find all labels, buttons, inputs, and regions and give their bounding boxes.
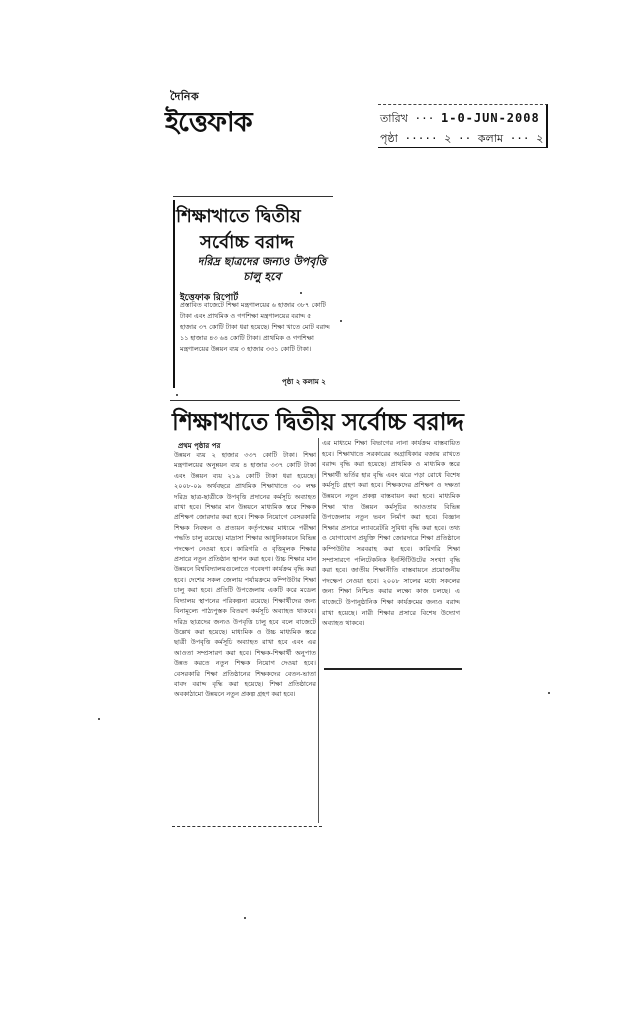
box-article-continued: পৃষ্ঠা ২ কলাম ২ [282, 378, 326, 386]
column-divider [318, 438, 319, 823]
clip-stamp-page-label: পৃষ্ঠা [380, 132, 398, 145]
clip-stamp-column: ২ [536, 132, 544, 145]
column-right-end-rule [324, 668, 462, 670]
scan-speck [98, 718, 100, 720]
main-article-bottom-rule [172, 826, 322, 827]
scan-speck [176, 394, 178, 396]
main-article-top-rule [170, 400, 460, 401]
main-article-headline: শিক্ষাখাতে দ্বিতীয় সর্বোচ্চ বরাদ্দ [172, 407, 464, 436]
scan-speck [340, 320, 342, 322]
main-article-column-right: এর মাধ্যমে শিক্ষা বিভাগের নানা কার্যক্রম বাস্তবায়িত হবে। শিক্ষাখাতে সরকারের অগ্রাধিকার বজায় রাখতে বরাদ্দ বৃদ্ধি করা হয়েছে। প্রাথমিক ও মাধ্যমিক স্তরে শিক্ষার্থী ভর্তির হার বৃদ্ধি এবং ঝরে পড়া রোধে বিশেষ কর্মসূচি গ্রহণ করা হবে। শিক্ষকদের প্রশিক্ষণ ও দক্ষতা উন্নয়নে নতুন প্রকল্প বাস্তবায়ন করা হবে। মাধ্যমিক শিক্ষা খাত উন্নয়ন কর্মসূচির আওতায় বিভিন্ন উপজেলায় নতুন ভবন নির্মাণ করা হবে। বিজ্ঞান শিক্ষার প্রসারে ল্যাবরেটরি সুবিধা বৃদ্ধি করা হবে। তথ্য ও যোগাযোগ প্রযুক্তি শিক্ষা জোরদারে শিক্ষা প্রতিষ্ঠানে কম্পিউটার সরবরাহ করা হবে। কারিগরি শিক্ষা সম্প্রসারণে পলিটেকনিক ইনস্টিটিউটের সংখ্যা বৃদ্ধি করা হবে। জাতীয় শিক্ষানীতি বাস্তবায়নে প্রয়োজনীয় পদক্ষেপ নেওয়া হবে। ২০০৮ সালের মধ্যে সকলের জন্য শিক্ষা নিশ্চিত করার লক্ষ্যে কাজ চলছে। এ বাজেটে উপানুষ্ঠানিক শিক্ষা কার্যক্রমের জন্যও বরাদ্দ রাখা হয়েছে। নারী শিক্ষার প্রসারে বিশেষ উদ্যোগ অব্যাহত থাকবে। [322, 439, 460, 628]
box-article-headline-line2: সর্বোচ্চ বরাদ্দ [200, 232, 294, 253]
box-article-body: প্রস্তাবিত বাজেটে শিক্ষা মন্ত্রণালয়ের ৬ হাজার ৩৮৭ কোটি টাকা এবং প্রাথমিক ও গণশিক্ষা মন্ত্রণালয়ের বরাদ্দ ৫ হাজার ৩৭ কোটি টাকা ধরা হয়েছে। শিক্ষা খাতে মোট বরাদ্দ ১১ হাজার ৪৩ ৬৪ কোটি টাকা। প্রাথমিক ও গণশিক্ষা মন্ত্রণালয়ের উন্নয়ন ব্যয় ৩ হাজার ৩৩১ কোটি টাকা। [180, 301, 330, 353]
box-article-subhead: দরিদ্র ছাত্রদের জন্যও উপবৃত্তি চালু হবে [197, 255, 327, 283]
scan-speck [244, 917, 246, 919]
newspaper-name: ইত্তেফাক [165, 107, 252, 138]
clip-stamp-date-line: তারিখ ··· 1-0-JUN-2008 [380, 111, 540, 125]
clip-stamp-page-line: পৃষ্ঠা ····· ২ ·· কলাম ··· ২ [380, 132, 544, 145]
clip-stamp-date: 1-0-JUN-2008 [441, 111, 540, 125]
scan-speck [300, 292, 302, 294]
box-article-byline: ইত্তেফাক রিপোর্ট [180, 293, 239, 303]
clip-stamp-page: ২ [444, 132, 452, 145]
main-article-byline: প্রথম পৃষ্ঠার পর [178, 442, 221, 450]
newspaper-label: দৈনিক [170, 90, 200, 103]
clip-stamp-column-label: কলাম [477, 132, 504, 145]
main-article-column-left: উন্নয়ন ব্যয় ২ হাজার ৩৩৭ কোটি টাকা। শিক্ষা মন্ত্রণালয়ের অনুন্নয়ন ব্যয় ৪ হাজার ৩৩৭ কোটি টাকা এবং উন্নয়ন ব্যয় ২১৯ কোটি টাকা ধরা হয়েছে। ২০০৮-০৯ অর্থবছরে প্রাথমিক শিক্ষাখাতে ৩০ লক্ষ দরিদ্র ছাত্র-ছাত্রীকে উপবৃত্তি প্রদানের কর্মসূচি অব্যাহত রাখা হবে। শিক্ষার মান উন্নয়নে মাধ্যমিক স্তরে শিক্ষক প্রশিক্ষণ জোরদার করা হবে। শিক্ষক নিয়োগে বেসরকারি শিক্ষক নিবন্ধন ও প্রত্যয়ন কর্তৃপক্ষের মাধ্যমে পরীক্ষা পদ্ধতি চালু রয়েছে। মাদ্রাসা শিক্ষার আধুনিকায়নে বিভিন্ন পদক্ষেপ নেওয়া হবে। কারিগরি ও বৃত্তিমূলক শিক্ষার প্রসারে নতুন প্রতিষ্ঠান স্থাপন করা হবে। উচ্চ শিক্ষার মান উন্নয়নে বিশ্ববিদ্যালয়গুলোতে গবেষণা কার্যক্রম বৃদ্ধি করা হবে। দেশের সকল জেলায় পর্যায়ক্রমে কম্পিউটার শিক্ষা চালু করা হবে। প্রতিটি উপজেলায় একটি করে মডেল বিদ্যালয় স্থাপনের পরিকল্পনা রয়েছে। শিক্ষার্থীদের জন্য বিনামূল্যে পাঠ্যপুস্তক বিতরণ কর্মসূচি অব্যাহত থাকবে। দরিদ্র ছাত্রদের জন্যও উপবৃত্তি চালু হবে বলে বাজেটে উল্লেখ করা হয়েছে। মাধ্যমিক ও উচ্চ মাধ্যমিক স্তরে ছাত্রী উপবৃত্তি কর্মসূচি অব্যাহত রাখা হবে এবং এর আওতা সম্প্রসারণ করা হবে। শিক্ষক-শিক্ষার্থী অনুপাত উন্নত করতে নতুন শিক্ষক নিয়োগ দেওয়া হবে। বেসরকারি শিক্ষা প্রতিষ্ঠানের শিক্ষকদের বেতন-ভাতা বাবদ বরাদ্দ বৃদ্ধি করা হয়েছে। শিক্ষা প্রতিষ্ঠানের অবকাঠামো উন্নয়নে নতুন প্রকল্প গ্রহণ করা হবে। [174, 451, 316, 699]
box-article-headline-line1: শিক্ষাখাতে দ্বিতীয় [176, 206, 301, 227]
scan-speck [548, 692, 550, 694]
clip-stamp-date-label: তারিখ [380, 112, 408, 125]
box-article-top-rule [173, 196, 333, 197]
